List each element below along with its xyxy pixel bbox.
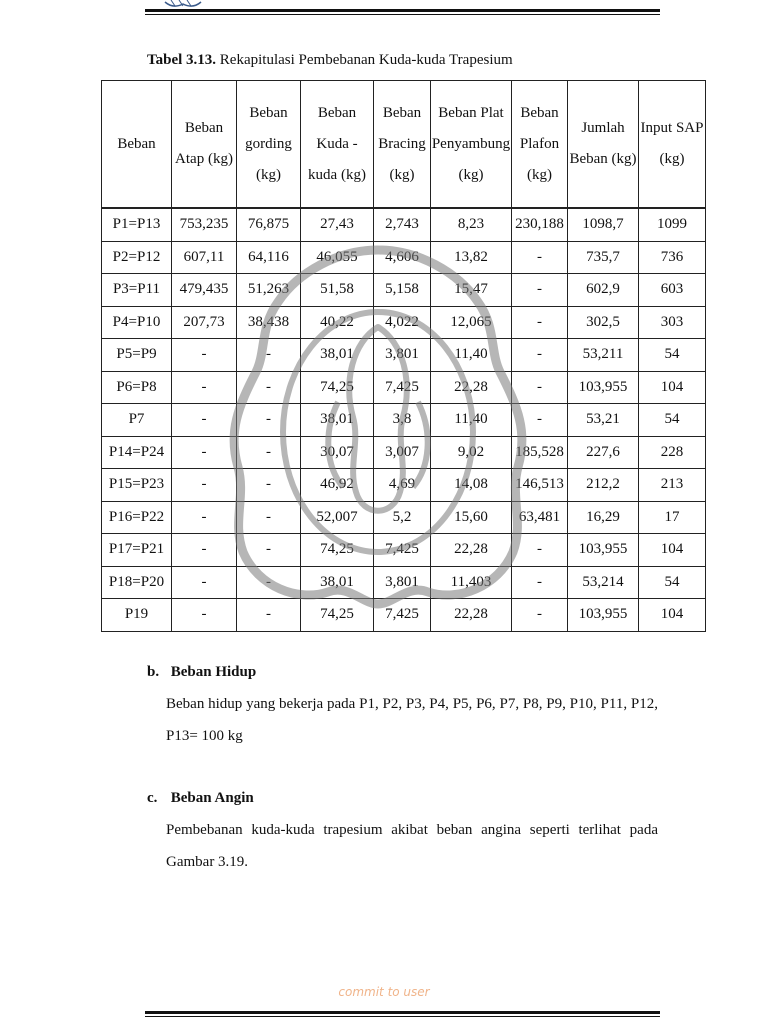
cell-beban-plafon: - [512, 371, 568, 404]
cell-input-sap: 603 [639, 274, 706, 307]
cell-beban-gording: - [237, 371, 301, 404]
header-beban-bracing: Beban Bracing (kg) [374, 81, 431, 209]
cell-beban: P6=P8 [102, 371, 172, 404]
cell-beban-atap: - [172, 371, 237, 404]
cell-beban-plafon: 185,528 [512, 436, 568, 469]
cell-beban-bracing: 5,2 [374, 501, 431, 534]
cell-beban-kuda-kuda: 51,58 [301, 274, 374, 307]
cell-beban-bracing: 4,606 [374, 241, 431, 274]
cell-beban-plat-penyambung: 13,82 [431, 241, 512, 274]
cell-beban-plat-penyambung: 12,065 [431, 306, 512, 339]
cell-beban-plat-penyambung: 22,28 [431, 534, 512, 567]
cell-jumlah-beban: 602,9 [568, 274, 639, 307]
cell-beban-gording: - [237, 436, 301, 469]
cell-beban-bracing: 3,801 [374, 339, 431, 372]
cell-beban-gording: - [237, 534, 301, 567]
cell-beban-plafon: - [512, 404, 568, 437]
cell-beban-plafon: 230,188 [512, 208, 568, 241]
cell-jumlah-beban: 212,2 [568, 469, 639, 502]
cell-beban-bracing: 7,425 [374, 599, 431, 632]
cell-beban-plafon: 63,481 [512, 501, 568, 534]
header-beban-plat-penyambung: Beban Plat Penyambung (kg) [431, 81, 512, 209]
cell-beban: P19 [102, 599, 172, 632]
cell-jumlah-beban: 16,29 [568, 501, 639, 534]
cell-beban-gording: - [237, 339, 301, 372]
cell-beban-plat-penyambung: 11,403 [431, 566, 512, 599]
cell-beban-atap: - [172, 566, 237, 599]
cell-beban: P2=P12 [102, 241, 172, 274]
cell-beban-atap: - [172, 339, 237, 372]
cell-beban-bracing: 3,8 [374, 404, 431, 437]
cell-input-sap: 736 [639, 241, 706, 274]
cell-jumlah-beban: 103,955 [568, 371, 639, 404]
cell-beban: P4=P10 [102, 306, 172, 339]
section-heading [147, 790, 254, 807]
cell-beban-gording: - [237, 404, 301, 437]
cell-beban: P3=P11 [102, 274, 172, 307]
cell-beban-bracing: 5,158 [374, 274, 431, 307]
cell-beban-atap: - [172, 404, 237, 437]
header-beban-gording: Beban gording (kg) [237, 81, 301, 209]
cell-jumlah-beban: 227,6 [568, 436, 639, 469]
cell-beban: P1=P13 [102, 208, 172, 241]
cell-beban-gording: 38,438 [237, 306, 301, 339]
cell-beban-kuda-kuda: 74,25 [301, 599, 374, 632]
cell-beban-atap: 607,11 [172, 241, 237, 274]
section-beban-hidup [147, 664, 658, 744]
cell-jumlah-beban: 735,7 [568, 241, 639, 274]
cell-beban: P16=P22 [102, 501, 172, 534]
cell-beban-plafon: - [512, 306, 568, 339]
cell-input-sap: 213 [639, 469, 706, 502]
footer-rule-thick [145, 1011, 660, 1014]
cell-beban-bracing: 4,022 [374, 306, 431, 339]
cell-beban-kuda-kuda: 46,92 [301, 469, 374, 502]
section-title: Beban Angin [170, 790, 254, 806]
cell-beban-plat-penyambung: 9,02 [431, 436, 512, 469]
cell-beban-plat-penyambung: 11,40 [431, 339, 512, 372]
cell-beban-atap: - [172, 501, 237, 534]
cell-beban: P18=P20 [102, 566, 172, 599]
header-jumlah-beban: Jumlah Beban (kg) [568, 81, 639, 209]
cell-jumlah-beban: 103,955 [568, 534, 639, 567]
cell-beban-plat-penyambung: 11,40 [431, 404, 512, 437]
table-caption [147, 52, 513, 69]
header-input-sap: Input SAP (kg) [639, 81, 706, 209]
cell-input-sap: 1099 [639, 208, 706, 241]
cell-input-sap: 104 [639, 534, 706, 567]
cell-jumlah-beban: 53,211 [568, 339, 639, 372]
cell-beban: P7 [102, 404, 172, 437]
section-paragraph: Pembebanan kuda-kuda trapesium akibat beban angina seperti terlihat pada Gambar 3.19. [166, 822, 658, 870]
cell-beban-plafon: - [512, 241, 568, 274]
section-heading [147, 664, 256, 681]
cell-beban-gording: 51,263 [237, 274, 301, 307]
cell-beban-plafon: - [512, 534, 568, 567]
section-beban-angin [147, 790, 658, 870]
cell-beban-plafon: - [512, 599, 568, 632]
cell-beban-gording: - [237, 566, 301, 599]
cell-beban-atap: 479,435 [172, 274, 237, 307]
cell-beban-gording: - [237, 501, 301, 534]
cell-beban-kuda-kuda: 52,007 [301, 501, 374, 534]
cell-beban-gording: - [237, 469, 301, 502]
section-title: Beban Hidup [170, 664, 257, 680]
cell-beban-gording: - [237, 599, 301, 632]
header-beban-atap: Beban Atap (kg) [172, 81, 237, 209]
cell-beban-gording: 76,875 [237, 208, 301, 241]
section-label: b. [147, 664, 160, 680]
cell-beban-kuda-kuda: 38,01 [301, 339, 374, 372]
cell-beban-bracing: 4,69 [374, 469, 431, 502]
cell-beban-plafon: - [512, 274, 568, 307]
cell-input-sap: 104 [639, 371, 706, 404]
cell-beban: P17=P21 [102, 534, 172, 567]
cell-jumlah-beban: 103,955 [568, 599, 639, 632]
cell-input-sap: 54 [639, 566, 706, 599]
cell-beban-bracing: 7,425 [374, 371, 431, 404]
cell-beban-bracing: 3,007 [374, 436, 431, 469]
cell-beban-kuda-kuda: 38,01 [301, 404, 374, 437]
cell-beban-plat-penyambung: 14,08 [431, 469, 512, 502]
cell-input-sap: 104 [639, 599, 706, 632]
table-caption-title: Rekapitulasi Pembebanan Kuda-kuda Trapesium [219, 52, 513, 68]
header-beban-plafon: Beban Plafon (kg) [512, 81, 568, 209]
cell-beban-atap: - [172, 436, 237, 469]
header-rule-thin [145, 14, 660, 15]
cell-beban-atap: - [172, 599, 237, 632]
cell-beban-bracing: 3,801 [374, 566, 431, 599]
cell-jumlah-beban: 1098,7 [568, 208, 639, 241]
cell-input-sap: 54 [639, 404, 706, 437]
cell-beban-atap: - [172, 534, 237, 567]
section-label: c. [147, 790, 158, 806]
cell-beban-bracing: 2,743 [374, 208, 431, 241]
cell-beban-atap: 207,73 [172, 306, 237, 339]
cell-beban-plat-penyambung: 15,47 [431, 274, 512, 307]
header-beban: Beban [102, 81, 172, 209]
cell-beban: P14=P24 [102, 436, 172, 469]
cell-beban-atap: 753,235 [172, 208, 237, 241]
table-header-row [102, 81, 706, 209]
cell-beban-plat-penyambung: 22,28 [431, 371, 512, 404]
university-seal-watermark [228, 232, 528, 612]
cell-beban-kuda-kuda: 27,43 [301, 208, 374, 241]
cell-beban-kuda-kuda: 40,22 [301, 306, 374, 339]
cell-jumlah-beban: 302,5 [568, 306, 639, 339]
cell-input-sap: 303 [639, 306, 706, 339]
cell-input-sap: 228 [639, 436, 706, 469]
cell-jumlah-beban: 53,21 [568, 404, 639, 437]
cell-beban-plat-penyambung: 8,23 [431, 208, 512, 241]
cell-beban-kuda-kuda: 30,07 [301, 436, 374, 469]
cell-beban-gording: 64,116 [237, 241, 301, 274]
cell-beban-plafon: - [512, 566, 568, 599]
cell-beban-kuda-kuda: 46,055 [301, 241, 374, 274]
cell-input-sap: 54 [639, 339, 706, 372]
header-rule-thick [145, 9, 660, 12]
cell-beban-plafon: 146,513 [512, 469, 568, 502]
cell-jumlah-beban: 53,214 [568, 566, 639, 599]
cell-beban-kuda-kuda: 74,25 [301, 534, 374, 567]
cell-beban-atap: - [172, 469, 237, 502]
cell-beban-plat-penyambung: 22,28 [431, 599, 512, 632]
cell-beban-bracing: 7,425 [374, 534, 431, 567]
cell-beban: P5=P9 [102, 339, 172, 372]
cell-beban: P15=P23 [102, 469, 172, 502]
cell-beban-plat-penyambung: 15,60 [431, 501, 512, 534]
table-caption-number: Tabel 3.13. [147, 52, 217, 68]
cell-input-sap: 17 [639, 501, 706, 534]
cell-beban-plafon: - [512, 339, 568, 372]
section-paragraph: Beban hidup yang bekerja pada P1, P2, P3, P4, P5, P6, P7, P8, P9, P10, P11, P12, P13= 100 kg [166, 696, 658, 744]
university-logo-fragment [163, 0, 203, 9]
header-beban-kuda-kuda: Beban Kuda - kuda (kg) [301, 81, 374, 209]
cell-beban-kuda-kuda: 38,01 [301, 566, 374, 599]
cell-beban-kuda-kuda: 74,25 [301, 371, 374, 404]
footer-rule-thin [145, 1016, 660, 1017]
footer-watermark-text: commit to user [338, 985, 430, 999]
